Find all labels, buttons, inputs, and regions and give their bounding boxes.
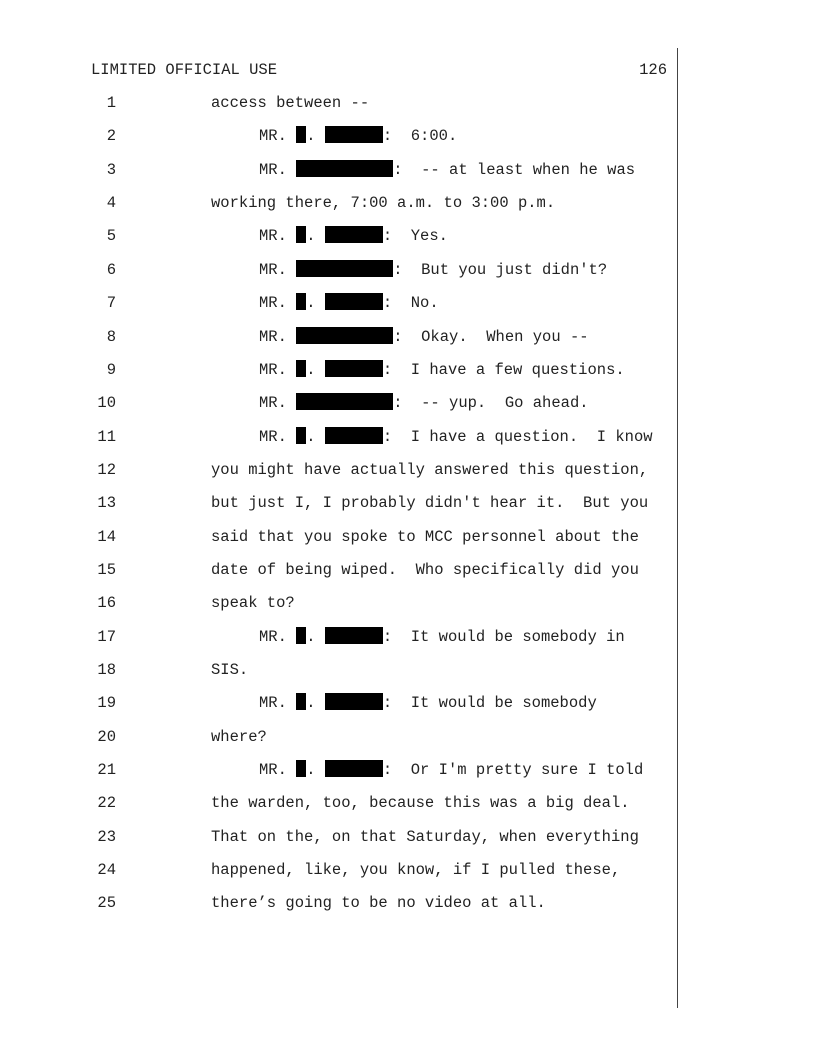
speaker-label: MR.	[259, 427, 287, 446]
line-number: 6	[106, 260, 116, 279]
redaction-block	[296, 160, 393, 177]
transcript-line	[0, 760, 676, 780]
line-text	[211, 860, 620, 880]
testimony-text: said that you spoke to MCC personnel about the	[211, 527, 639, 546]
page-number: 126	[639, 61, 667, 79]
line-text	[211, 560, 639, 580]
line-text: MR. . : I have a few questions.	[259, 360, 625, 379]
line-number: 7	[106, 294, 116, 313]
testimony-text: It would be somebody in	[410, 627, 625, 646]
testimony-text: there’s going to be no video at all.	[211, 894, 546, 913]
line-number: 14	[97, 527, 116, 546]
line-text: MR. : Okay. When you --	[259, 327, 589, 346]
redaction-block	[325, 427, 383, 444]
testimony-text: where?	[211, 727, 267, 746]
testimony-text: you might have actually answered this question,	[211, 460, 649, 479]
speaker-label: MR.	[259, 294, 287, 313]
transcript-line	[0, 493, 676, 513]
speaker-label: MR.	[259, 227, 287, 246]
line-number: 4	[106, 194, 116, 213]
testimony-text: date of being wiped. Who specifically did you	[211, 560, 639, 579]
redaction-block	[325, 226, 383, 243]
redaction-block	[325, 693, 383, 710]
line-number: 2	[106, 127, 116, 146]
line-text	[211, 593, 295, 613]
redaction-block	[296, 293, 306, 310]
redaction-block	[296, 627, 306, 644]
line-text: MR. . : I have a question. I know	[259, 427, 653, 446]
line-text: MR. . : It would be somebody	[259, 694, 597, 713]
line-text: MR. : -- at least when he was	[259, 160, 636, 179]
testimony-text: I have a few questions.	[410, 360, 625, 379]
line-number: 11	[97, 427, 116, 446]
testimony-text: happened, like, you know, if I pulled these,	[211, 861, 621, 880]
transcript-line	[0, 393, 676, 413]
transcript-line	[0, 593, 676, 613]
line-number: 3	[106, 160, 116, 179]
redaction-block	[296, 226, 306, 243]
transcript-line	[0, 827, 676, 847]
line-number: 22	[97, 794, 116, 813]
line-number: 18	[97, 661, 116, 679]
testimony-text: No.	[410, 294, 439, 313]
transcript-line	[0, 427, 676, 447]
line-number: 5	[106, 227, 116, 246]
redaction-block	[325, 360, 383, 377]
redaction-block	[296, 427, 306, 444]
line-number: 8	[106, 327, 116, 346]
transcript-line	[0, 160, 676, 180]
speaker-label: MR.	[259, 360, 287, 379]
testimony-text: Or I'm pretty sure I told	[410, 761, 644, 779]
transcript-line	[0, 360, 676, 380]
redaction-block	[296, 693, 306, 710]
testimony-text: -- at least when he was	[421, 160, 636, 179]
testimony-text: working there, 7:00 a.m. to 3:00 p.m.	[211, 194, 556, 213]
line-text	[211, 893, 546, 913]
redaction-block	[325, 627, 383, 644]
transcript-line	[0, 193, 676, 213]
line-number: 10	[97, 394, 116, 413]
redaction-block	[296, 327, 393, 344]
line-text: MR. : -- yup. Go ahead.	[259, 394, 589, 413]
line-number: 21	[97, 761, 116, 779]
line-text	[211, 193, 555, 213]
transcript-line	[0, 727, 676, 747]
line-text	[211, 527, 639, 547]
speaker-label: MR.	[259, 260, 287, 279]
redaction-block	[296, 360, 306, 377]
transcript-line	[0, 693, 676, 713]
testimony-text: but just I, I probably didn't hear it. But you	[211, 494, 649, 513]
line-number: 23	[97, 827, 116, 846]
line-text: MR. . : Yes.	[259, 227, 448, 246]
testimony-text: speak to?	[211, 594, 295, 613]
line-text	[211, 660, 248, 680]
speaker-label: MR.	[259, 127, 287, 146]
testimony-text: I have a question. I know	[410, 427, 653, 446]
transcript-line	[0, 793, 676, 813]
line-number: 24	[97, 861, 116, 880]
transcript-line	[0, 627, 676, 647]
redaction-block	[296, 760, 306, 777]
transcript-line	[0, 893, 676, 913]
line-text	[211, 727, 267, 747]
line-number: 9	[106, 360, 116, 379]
line-number: 17	[97, 627, 116, 646]
transcript-line	[0, 860, 676, 880]
line-text	[211, 93, 369, 113]
line-number: 25	[97, 894, 116, 913]
line-text: MR. : But you just didn't?	[259, 260, 608, 279]
transcript-line	[0, 560, 676, 580]
redaction-block	[296, 393, 393, 410]
transcript-line	[0, 126, 676, 146]
transcript-line	[0, 460, 676, 480]
line-text: MR. . : It would be somebody in	[259, 627, 625, 646]
line-number: 19	[97, 694, 116, 713]
line-number: 13	[97, 494, 116, 513]
transcript-line	[0, 93, 676, 113]
transcript-line	[0, 527, 676, 547]
speaker-label: MR.	[259, 327, 287, 346]
testimony-text: the warden, too, because this was a big deal.	[211, 794, 630, 813]
speaker-label: MR.	[259, 694, 287, 713]
redaction-block	[325, 293, 383, 310]
transcript-line	[0, 226, 676, 246]
line-text	[211, 460, 648, 480]
testimony-text: It would be somebody	[410, 694, 597, 713]
redaction-block	[325, 126, 383, 143]
testimony-text: -- yup. Go ahead.	[421, 394, 589, 413]
testimony-text: access between --	[211, 94, 370, 112]
redaction-block	[325, 760, 383, 777]
line-number: 15	[97, 560, 116, 579]
line-text: MR. . : Or I'm pretty sure I told	[259, 761, 644, 779]
testimony-text: But you just didn't?	[421, 260, 608, 279]
speaker-label: MR.	[259, 627, 287, 646]
testimony-text: 6:00.	[410, 127, 458, 146]
testimony-text: Okay. When you --	[421, 327, 589, 346]
transcript-line	[0, 293, 676, 313]
speaker-label: MR.	[259, 761, 287, 779]
transcript-line	[0, 260, 676, 280]
transcript-line	[0, 327, 676, 347]
classification-marking: LIMITED OFFICIAL USE	[91, 61, 278, 79]
speaker-label: MR.	[259, 160, 287, 179]
line-text	[211, 827, 639, 847]
testimony-text: Yes.	[410, 227, 448, 246]
redaction-block	[296, 260, 393, 277]
speaker-label: MR.	[259, 394, 287, 413]
redaction-block	[296, 126, 306, 143]
testimony-text: SIS.	[211, 661, 249, 679]
line-text	[211, 793, 630, 813]
line-text: MR. . : No.	[259, 294, 439, 313]
line-number: 12	[97, 460, 116, 479]
line-number: 16	[97, 594, 116, 613]
line-number: 1	[106, 94, 116, 112]
transcript-line	[0, 660, 676, 680]
line-text	[211, 493, 648, 513]
line-text: MR. . : 6:00.	[259, 127, 458, 146]
line-number: 20	[97, 727, 116, 746]
testimony-text: That on the, on that Saturday, when everything	[211, 827, 639, 846]
